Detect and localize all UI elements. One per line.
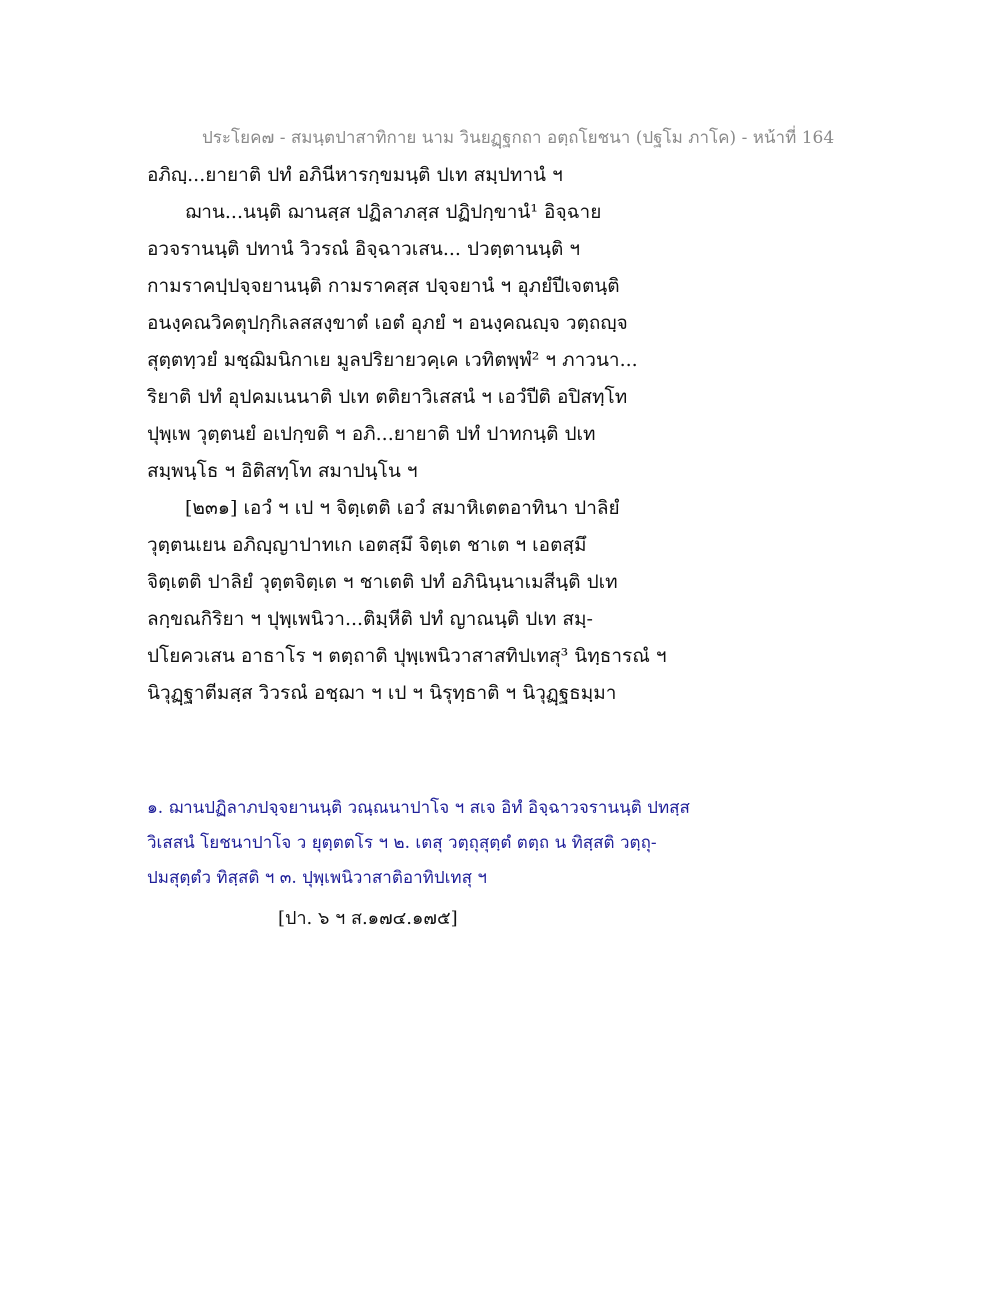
page-header: ประโยค๗ - สมนฺตปาสาทิกาย นาม วินยฏฺฐกถา อตฺถโยชนา (ปฐโม ภาโค) - หน้าที่ 164 bbox=[202, 128, 835, 148]
body-line: นิวุฏฺฐาตีมสฺส วิวรณํ อชฺฌา ฯ เป ฯ นิรุทฺธาติ ฯ นิวุฏฺฐธมฺมา bbox=[147, 682, 617, 704]
body-line: สุตฺตทฺวยํ มชฺฌิมนิกาเย มูลปริยายวคฺเค เวทิตพฺพํ² ฯ ภาวนา... bbox=[147, 349, 638, 371]
body-line: [๒๓๑] เอวํ ฯ เป ฯ จิตฺเตติ เอวํ สมาหิเตตอาทินา ปาลิยํ bbox=[185, 497, 620, 519]
body-line: จิตฺเตติ ปาลิยํ วุตฺตจิตฺเต ฯ ชาเตติ ปทํ อภินินฺนาเมสีนฺติ ปเท bbox=[147, 571, 618, 593]
body-line: กามราคปฺปจฺจยานนฺติ กามราคสฺส ปจฺจยานํ ฯ อุภยํปีเจตนฺติ bbox=[147, 275, 620, 297]
footnote-line: ปมสุตฺตํว ทิสฺสติ ฯ ๓. ปุพฺเพนิวาสาติอาทิปเทสุ ฯ bbox=[147, 868, 487, 888]
footnote-line: ๑. ฌานปฏิลาภปจฺจยานนฺติ วณฺณนาปาโจ ฯ สเจ อิทํ อิจฺฉาวจรานนฺติ ปทสฺส bbox=[147, 798, 690, 818]
body-line: ลกฺขณกิริยา ฯ ปุพฺเพนิวา...ติมฺหีติ ปทํ ญาณนฺติ ปเท สมฺ- bbox=[147, 608, 593, 630]
body-line: ปโยควเสน อาธาโร ฯ ตตฺถาติ ปุพฺเพนิวาสาสทิปเทสุ³ นิทฺธารณํ ฯ bbox=[147, 645, 667, 667]
body-line: อนงฺคณวิคตุปกฺกิเลสสงฺขาตํ เอตํ อุภยํ ฯ อนงฺคณญฺจ วตฺถญฺจ bbox=[147, 312, 628, 334]
footnotes bbox=[147, 794, 867, 899]
body-text bbox=[147, 160, 867, 715]
body-line: อภิญฺ...ยายาติ ปทํ อภินีหารกฺขมนฺติ ปเท สมฺปทานํ ฯ bbox=[147, 164, 563, 186]
body-line: วุตฺตนเยน อภิญฺญาปาทเก เอตสฺมึ จิตฺเต ชาเต ฯ เอตสฺมึ bbox=[147, 534, 587, 556]
body-line: ริยาติ ปทํ อุปคมเนนาติ ปเท ตติยาวิเสสนํ ฯ เอวํปีติ อปิสทฺโท bbox=[147, 386, 628, 408]
body-line: อวจรานนฺติ ปทานํ วิวรณํ อิจฺฉาวเสน... ปวตฺตานนฺติ ฯ bbox=[147, 238, 581, 260]
footnote-line: วิเสสนํ โยชนาปาโจ ว ยุตฺตตโร ฯ ๒. เตสุ วตฺถุสุตฺตํ ตตฺถ น ทิสฺสติ วตฺถุ- bbox=[147, 833, 657, 853]
body-line: ฌาน...นนฺติ ฌานสฺส ปฏิลาภสฺส ปฏิปกฺขานํ¹ อิจฺฉาย bbox=[185, 201, 602, 223]
body-line: ปุพฺเพ วุตฺตนยํ อเปกฺขติ ฯ อภิ...ยายาติ ปทํ ปาทกนฺติ ปเท bbox=[147, 423, 596, 445]
page-reference: [ปา. ๖ ฯ ส.๑๗๔.๑๗๕] bbox=[278, 908, 458, 929]
body-line: สมฺพนฺโธ ฯ อิติสทฺโท สมาปนฺโน ฯ bbox=[147, 460, 418, 482]
